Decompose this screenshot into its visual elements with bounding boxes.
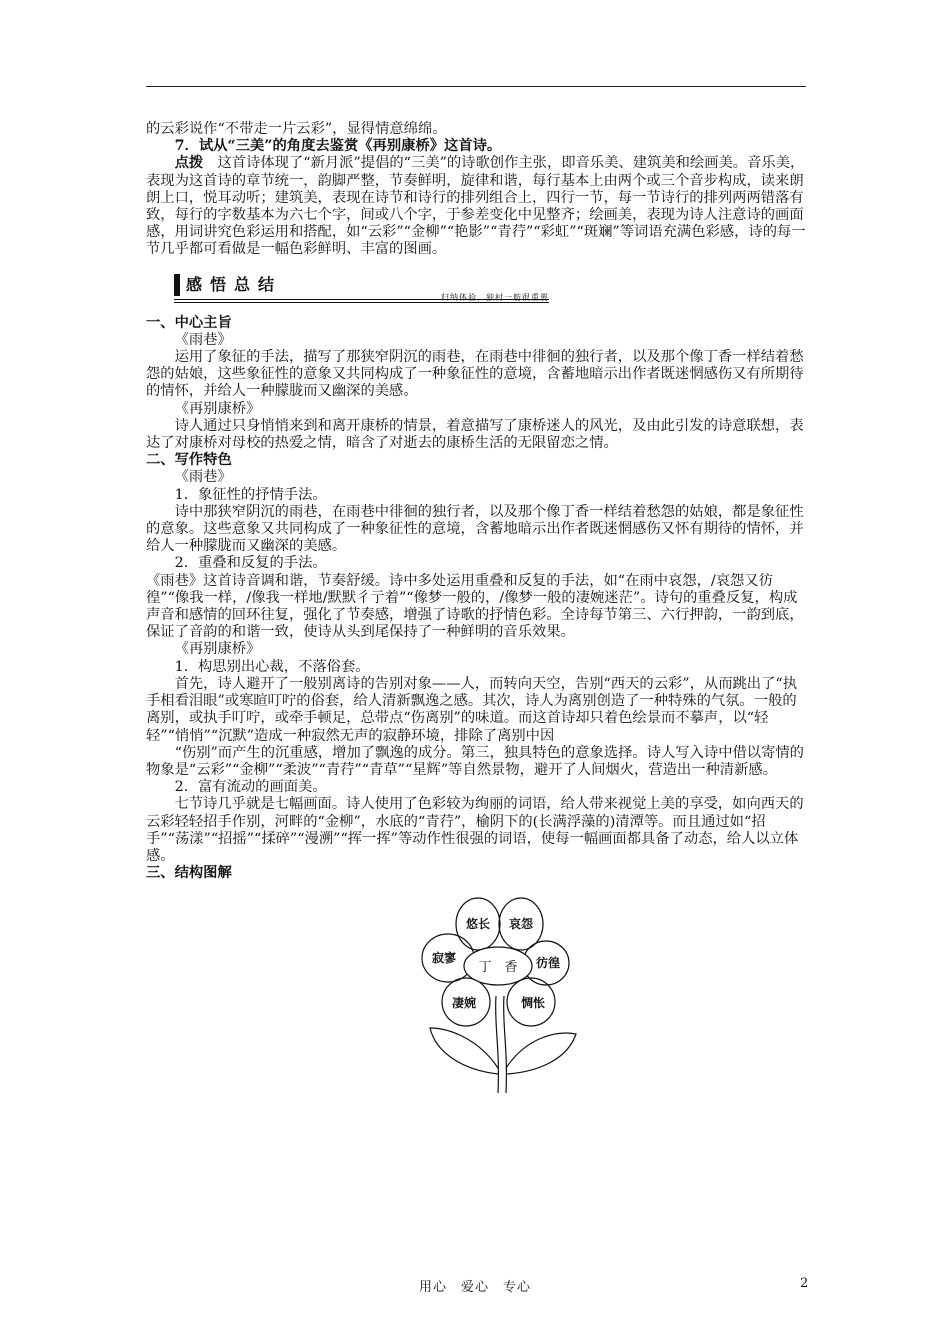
section-3-heading: 三、结构图解: [146, 865, 232, 882]
s2-k2-title: 2．富有流动的画面美。: [174, 779, 327, 796]
banner-rule: [174, 299, 549, 300]
s1-yuxiang-text: 运用了象征的手法，描写了那狭窄阴沉的雨巷，在雨巷中徘徊的独行者，以及那个像丁香一样结着愁怨的姑娘，这些象征性的意象又共同构成了一种象征性的意境，含蓄地暗示出作者既迷惘感伤又有所期待的情怀，并给人一种朦胧而又幽深的美感。: [146, 349, 804, 400]
flower-center-label: 丁 香: [478, 960, 518, 976]
tip-label: 点拨: [174, 155, 204, 172]
s2-kangqiao-title: 《再别康桥》: [174, 641, 261, 658]
banner-bar: [174, 274, 180, 296]
continued-text: 的云彩说作“不带走一片云彩”，显得情意绵绵。: [146, 121, 447, 137]
section-2-heading: 二、写作特色: [146, 452, 232, 469]
s1-kangqiao-title: 《再别康桥》: [174, 400, 261, 417]
question-7: 7．试从“三美”的角度去鉴赏《再别康桥》这首诗。: [174, 138, 502, 155]
flower-diagram: [146, 888, 806, 1103]
s2-k1-text-a: 首先，诗人避开了一般别离诗的告别对象——人，而转向天空，告别“西天的云彩”，从而跳出了“执手相看泪眼”或寒暄叮咛的俗套，给人清新飘逸之感。其次，诗人为离别创造了一种特殊的气氛。一般的离别，或执手叮咛，或牵手顿足，总带点“伤离别”的味道。而这首诗却只着色绘景而不摹声，以“轻轻”“悄悄”“沉默”造成一种寂然无声的寂静环境，排除了离别中因: [146, 675, 797, 744]
s2-point-2-text: 《雨巷》这首诗音调和谐，节奏舒缓。诗中多处运用重叠和反复的手法，如“在雨中哀怨，/哀怨又彷徨”“像我一样，/像我一样地/默默彳亍着”“像梦一般的，/像梦一般的凄婉迷茫”。诗句的重叠反复，构成声音和感情的回环往复，强化了节奏感，增强了诗歌的抒情色彩。全诗每节第三、六行押韵，一韵到底，保证了音韵的和谐一致，使诗从头到尾保持了一种鲜明的音乐效果。: [146, 572, 804, 641]
s2-yuxiang-title: 《雨巷》: [174, 469, 232, 486]
s2-k2-text: 七节诗几乎就是七幅画面。诗人使用了色彩较为绚丽的词语，给人带来视觉上美的享受，如向西天的云彩轻轻招手作别，河畔的“金柳”，水底的“青荇”，榆阴下的(长满浮藻的)清潭等。而且通过如“招手”“荡漾”“招摇”“揉碎”“漫溯”“挥一挥”等动作性很强的词语，使每一幅画面都具备了动态，给人以立体感。: [146, 796, 804, 864]
s2-k1-title: 1．构思别出心裁，不落俗套。: [174, 658, 370, 675]
s2-point-1-title: 1．象征性的抒情手法。: [174, 486, 327, 503]
page-number: 2: [800, 1276, 809, 1291]
banner-rule-thin: [174, 302, 549, 303]
petal-label-2: 彷徨: [535, 956, 561, 971]
petal-label-3: 惆怅: [520, 996, 546, 1011]
banner-title: 感悟总结: [186, 274, 283, 294]
s1-kangqiao-text: 诗人通过只身悄悄来到和离开康桥的情景，着意描写了康桥迷人的风光，及由此引发的诗意联想，表达了对康桥对母校的热爱之情，暗含了对逝去的康桥生活的无限留恋之情。: [146, 417, 804, 452]
petal-label-5: 寂寥: [431, 951, 457, 966]
flower-stem: [496, 996, 499, 1093]
section-banner: [146, 272, 549, 304]
petal-label-1: 哀怨: [508, 917, 534, 932]
page-content: [146, 121, 806, 1103]
s2-point-1-text: 诗中那狭窄阴沉的雨巷，在雨巷中徘徊的独行者，以及那个像丁香一样结着愁怨的姑娘，都是象征性的意象。这些意象又共同构成了一种象征性的意境，含蓄地暗示出作者既迷惘感伤又怀有期待的情怀，并给人一种朦胧而又幽深的美感。: [146, 503, 804, 555]
header-rule: [146, 86, 806, 87]
footer-motto: 用心 爱心 专心: [418, 1280, 531, 1295]
s1-yuxiang-title: 《雨巷》: [174, 331, 232, 348]
flower-svg: [408, 888, 584, 1098]
tip-text: 这首诗体现了“新月派”提倡的“三美”的诗歌创作主张，即音乐美、建筑美和绘画美。音乐美，表现为这首诗的章节统一，韵脚严整，节奏鲜明，旋律和谐，每行基本上由两个或三个音步构成，读来朗朗上口，悦耳动听；建筑美，表现在诗节和诗行的排列组合上，四行一节，每一节诗行的排列两两错落有致，每行的字数基本为六七个字，间或八个字，于参差变化中见整齐；绘画美，表现为诗人注意诗的画面感，用词讲究色彩运用和搭配，如“云彩”“金柳”“艳影”“青荇”“彩虹”“斑斓”等词语充满色彩感，诗的每一节几乎都可看做是一幅色彩鲜明、丰富的图画。: [146, 155, 806, 258]
section-1-heading: 一、中心主旨: [146, 314, 232, 331]
petal-label-0: 悠长: [465, 917, 491, 932]
s2-point-2-title: 2．重叠和反复的手法。: [174, 555, 327, 572]
right-leaf: [506, 1033, 576, 1074]
left-leaf: [430, 1028, 498, 1074]
banner-subtitle: 归纳体验，独村一舫很重要: [441, 292, 549, 302]
petal-label-4: 凄婉: [451, 996, 477, 1011]
tip-paragraph: [146, 155, 806, 258]
flower-stem-inner: [504, 996, 507, 1093]
s2-k1-text-b: “伤别”而产生的沉重感，增加了飘逸的成分。第三，独具特色的意象选择。诗人写入诗中借以寄情的物象是“云彩”“金柳”“柔波”“青荇”“青草”“星辉”等自然景物，避开了人间烟火，营造出一种清新感。: [146, 744, 804, 778]
